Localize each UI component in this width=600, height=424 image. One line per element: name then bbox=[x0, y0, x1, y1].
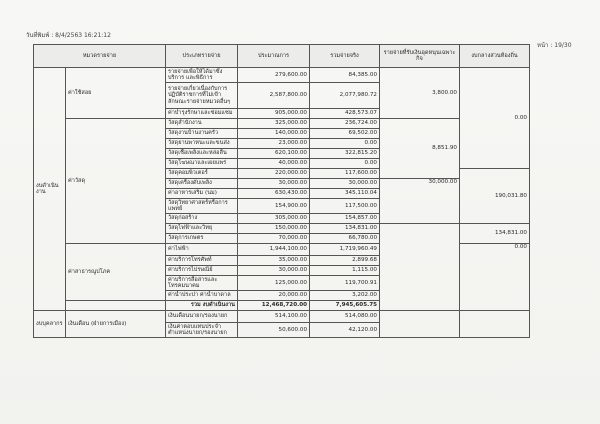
print-date: วันที่พิมพ์ : 8/4/2563 16:21:12 bbox=[26, 32, 111, 39]
row-estimate: 30,000.00 bbox=[238, 266, 310, 276]
row-subsidy: 30,000.00 bbox=[380, 179, 460, 224]
row-estimate: 50,600.00 bbox=[238, 323, 310, 338]
total-estimate: 12,468,720.00 bbox=[238, 301, 310, 311]
total-spacer bbox=[66, 301, 166, 311]
row-estimate: 325,000.00 bbox=[238, 119, 310, 129]
row-actual: 514,080.00 bbox=[310, 311, 380, 323]
row-estimate: 630,430.00 bbox=[238, 189, 310, 199]
row-type: ค่าบริการสื่อสารและโทรคมนาคม bbox=[166, 276, 238, 291]
col-header-estimate: ประมาณการ bbox=[238, 45, 310, 68]
row-type: ค่าอาหารเสริม (นม) bbox=[166, 189, 238, 199]
row-actual: 322,815.20 bbox=[310, 149, 380, 159]
row-estimate: 23,000.00 bbox=[238, 139, 310, 149]
row-type: วัสดุเครื่องดับเพลิง bbox=[166, 179, 238, 189]
row-actual: 0.00 bbox=[310, 159, 380, 169]
row-estimate: 20,000.00 bbox=[238, 291, 310, 301]
row-estimate: 220,000.00 bbox=[238, 169, 310, 179]
row-estimate: 150,000.00 bbox=[238, 224, 310, 234]
row-estimate: 154,900.00 bbox=[238, 199, 310, 214]
row-central-empty bbox=[460, 311, 530, 338]
row-type: รายจ่ายเพื่อให้ได้มาซึ่งบริการ และพิธีการ bbox=[166, 68, 238, 83]
row-type: วัสดุเชื้อเพลิงและหล่อลื่น bbox=[166, 149, 238, 159]
row-actual: 84,385.00 bbox=[310, 68, 380, 83]
row-type: ค่าน้ำประปา ค่าน้ำบาดาล bbox=[166, 291, 238, 301]
row-type: วัสดุสำนักงาน bbox=[166, 119, 238, 129]
row-actual: 69,502.00 bbox=[310, 129, 380, 139]
row-type: ค่าบำรุงรักษาและซ่อมแซม bbox=[166, 109, 238, 119]
row-estimate: 2,587,800.00 bbox=[238, 83, 310, 109]
row-actual: 42,120.00 bbox=[310, 323, 380, 338]
total-actual: 7,945,605.75 bbox=[310, 301, 380, 311]
group-operation: งบดำเนินงาน bbox=[34, 68, 66, 311]
table-header-row bbox=[34, 45, 530, 68]
row-type: รายจ่ายเกี่ยวเนื่องกับการปฏิบัติราชการที่ไม่เข้าลักษณะรายจ่ายหมวดอื่นๆ bbox=[166, 83, 238, 109]
row-estimate: 140,000.00 bbox=[238, 129, 310, 139]
col-header-central: งบกลางส่วนท้องถิ่น bbox=[460, 45, 530, 68]
row-type: ค่าบริการโทรศัพท์ bbox=[166, 256, 238, 266]
row-actual: 119,700.91 bbox=[310, 276, 380, 291]
row-actual: 2,899.68 bbox=[310, 256, 380, 266]
table-row bbox=[34, 68, 530, 83]
row-actual: 117,600.00 bbox=[310, 169, 380, 179]
row-type: วัสดุงานบ้านงานครัว bbox=[166, 129, 238, 139]
subgroup-salary: เงินเดือน (ฝ่ายการเมือง) bbox=[66, 311, 166, 338]
row-estimate: 125,000.00 bbox=[238, 276, 310, 291]
row-type: วัสดุไฟฟ้าและวิทยุ bbox=[166, 224, 238, 234]
row-actual: 1,719,960.49 bbox=[310, 244, 380, 256]
row-type: วัสดุก่อสร้าง bbox=[166, 214, 238, 224]
subgroup-utilities: ค่าสาธารณูปโภค bbox=[66, 244, 166, 301]
table-row bbox=[34, 119, 530, 129]
row-actual: 236,724.00 bbox=[310, 119, 380, 129]
row-type: วัสดุโฆษณาและเผยแพร่ bbox=[166, 159, 238, 169]
row-type: วัสดุยานพาหนะและขนส่ง bbox=[166, 139, 238, 149]
row-estimate: 305,000.00 bbox=[238, 214, 310, 224]
row-central: 134,831.00 bbox=[460, 224, 530, 244]
row-estimate: 620,100.00 bbox=[238, 149, 310, 159]
row-type: เงินค่าตอบแทนประจำตำแหน่งนายก/รองนายก bbox=[166, 323, 238, 338]
row-actual: 3,202.00 bbox=[310, 291, 380, 301]
row-central: 0.00 bbox=[460, 244, 530, 311]
row-actual: 66,780.00 bbox=[310, 234, 380, 244]
row-subsidy-empty bbox=[380, 311, 460, 338]
row-estimate: 30,000.00 bbox=[238, 179, 310, 189]
subgroup-expenses: ค่าใช้สอย bbox=[66, 68, 166, 119]
row-estimate: 40,000.00 bbox=[238, 159, 310, 169]
row-type: เงินเดือนนายก/รองนายก bbox=[166, 311, 238, 323]
total-label: รวม งบดำเนินงาน bbox=[166, 301, 238, 311]
row-type: วัสดุวิทยาศาสตร์หรือการแพทย์ bbox=[166, 199, 238, 214]
table-row bbox=[34, 311, 530, 323]
row-central: 190,031.80 bbox=[460, 169, 530, 224]
row-central: 0.00 bbox=[460, 68, 530, 169]
budget-table bbox=[33, 44, 530, 338]
row-estimate: 905,000.00 bbox=[238, 109, 310, 119]
row-subsidy: 8,851.90 bbox=[380, 119, 460, 179]
col-header-subsidy: รายจ่ายที่รับเงินอุดหนุนเฉพาะกิจ bbox=[380, 45, 460, 68]
row-type: ค่าไฟฟ้า bbox=[166, 244, 238, 256]
row-type: วัสดุคอมพิวเตอร์ bbox=[166, 169, 238, 179]
row-actual: 428,573.07 bbox=[310, 109, 380, 119]
row-actual: 154,857.00 bbox=[310, 214, 380, 224]
row-type: วัสดุการเกษตร bbox=[166, 234, 238, 244]
row-actual: 30,000.00 bbox=[310, 179, 380, 189]
row-actual: 345,110.04 bbox=[310, 189, 380, 199]
group-personnel: งบบุคลากร bbox=[34, 311, 66, 338]
row-estimate: 35,000.00 bbox=[238, 256, 310, 266]
row-actual: 134,831.00 bbox=[310, 224, 380, 234]
row-actual: 1,115.00 bbox=[310, 266, 380, 276]
row-actual: 117,500.00 bbox=[310, 199, 380, 214]
row-estimate: 1,944,100.00 bbox=[238, 244, 310, 256]
row-estimate: 70,000.00 bbox=[238, 234, 310, 244]
row-estimate: 514,100.00 bbox=[238, 311, 310, 323]
row-estimate: 279,600.00 bbox=[238, 68, 310, 83]
col-header-type: ประเภทรายจ่าย bbox=[166, 45, 238, 68]
subgroup-materials: ค่าวัสดุ bbox=[66, 119, 166, 244]
row-type: ค่าบริการไปรษณีย์ bbox=[166, 266, 238, 276]
col-header-category: หมวดรายจ่าย bbox=[34, 45, 166, 68]
row-actual: 0.00 bbox=[310, 139, 380, 149]
row-subsidy-empty bbox=[380, 224, 460, 311]
page-number: หน้า : 19/30 bbox=[537, 42, 572, 49]
col-header-actual: รวมจ่ายจริง bbox=[310, 45, 380, 68]
row-actual: 2,077,980.72 bbox=[310, 83, 380, 109]
row-subsidy: 3,800.00 bbox=[380, 68, 460, 119]
